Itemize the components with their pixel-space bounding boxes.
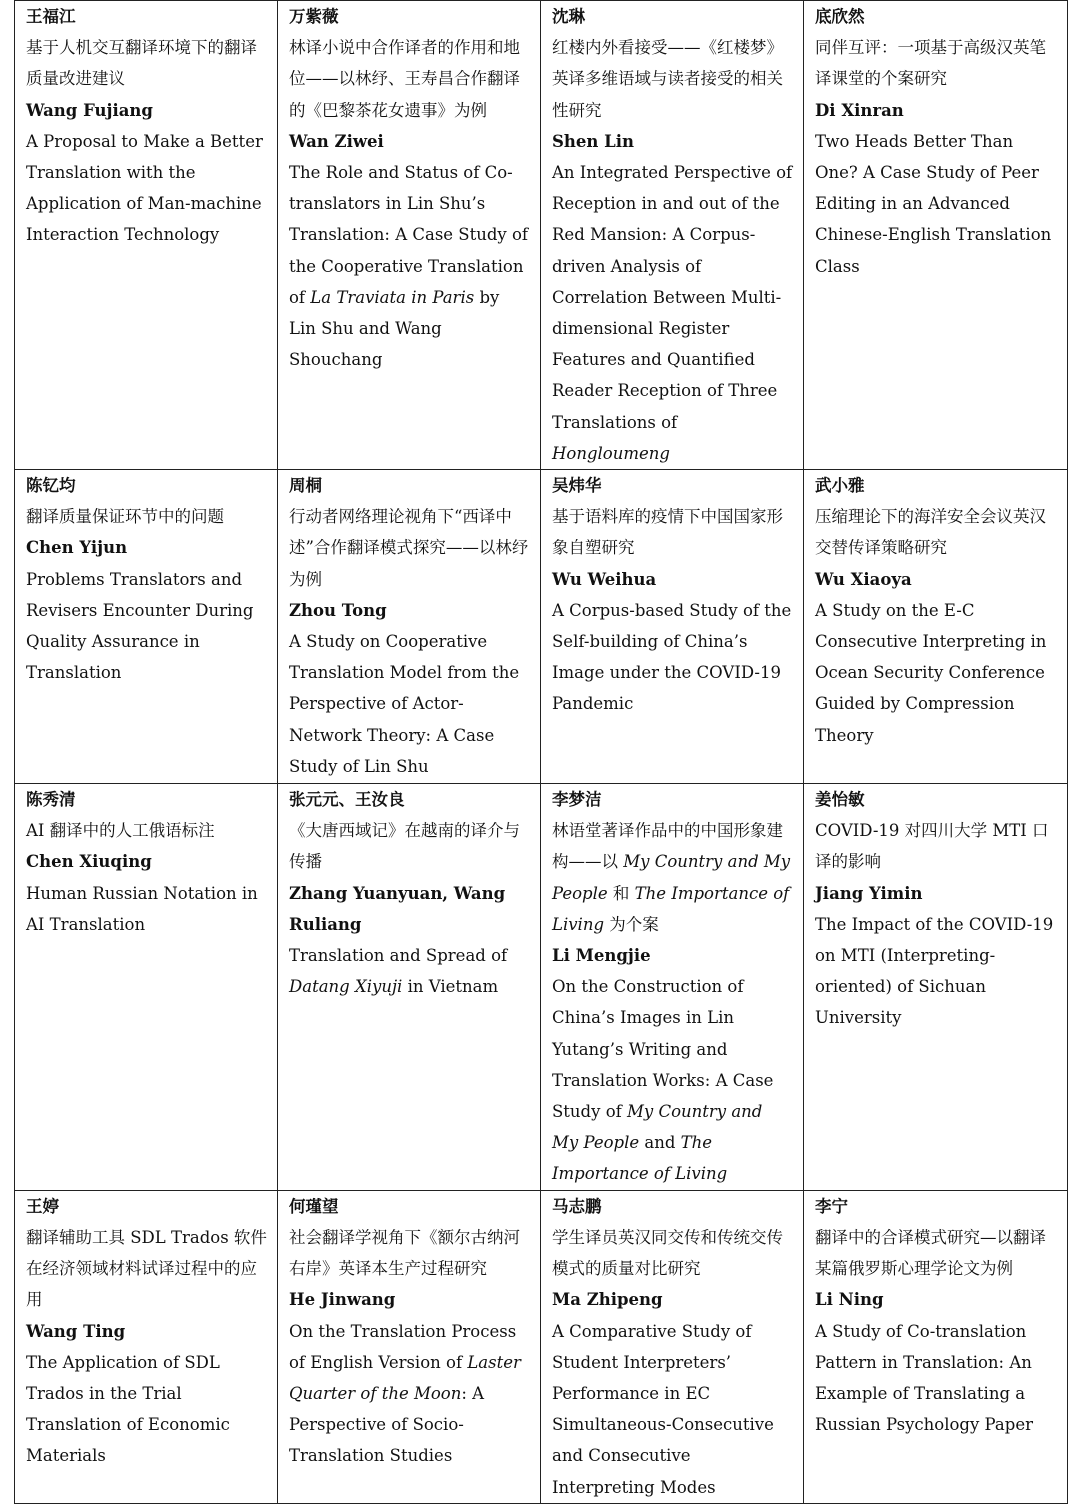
author-name-cn: 周桐 xyxy=(289,476,322,496)
thesis-title-cn: 同伴互评：一项基于高级汉英笔译课堂的个案研究 xyxy=(815,38,1046,89)
title-segment: A Corpus-based Study of the Self-building of China’s Image under the COVID-19 Pandemic xyxy=(552,600,792,714)
thesis-cell xyxy=(541,470,804,784)
author-name-en: Wan Ziwei xyxy=(289,131,384,151)
thesis-title-cn: 社会翻译学视角下《额尔古纳河右岸》英译本生产过程研究 xyxy=(289,1227,520,1279)
thesis-cell xyxy=(541,784,804,1191)
thesis-title-en xyxy=(26,564,267,689)
thesis-title-en xyxy=(815,1316,1057,1441)
author-name-en: Di Xinran xyxy=(815,100,904,120)
author-name-cn: 何瑾望 xyxy=(289,1196,339,1216)
work-title-italic: The Importance of Living xyxy=(552,1133,728,1184)
thesis-title-cn: 翻译质量保证环节中的问题 xyxy=(26,507,224,527)
author-name-en: Li Ning xyxy=(815,1290,884,1310)
thesis-cell xyxy=(804,470,1068,784)
title-segment: The Application of SDL Trados in the Trial Translation of Economic Materials xyxy=(26,1352,230,1466)
thesis-cell xyxy=(278,470,541,784)
title-segment: On the Construction of China’s Images in Lin Yutang’s Writing and Translation Works: A Case Study of xyxy=(552,977,774,1122)
title-segment: 林语堂著译作品中的中国形象建构——以 xyxy=(552,821,783,872)
thesis-cell xyxy=(15,1190,278,1503)
author-name-en: Zhang Yuanyuan, Wang Ruliang xyxy=(289,883,506,934)
thesis-title-cn: 红楼内外看接受——《红楼梦》英译多维语域与读者接受的相关性研究 xyxy=(552,38,783,120)
thesis-cell xyxy=(804,1190,1068,1503)
thesis-cell xyxy=(15,784,278,1191)
author-name-cn: 李宁 xyxy=(815,1196,848,1216)
thesis-title-en xyxy=(552,1316,793,1503)
author-name-cn: 陈秀清 xyxy=(26,790,76,810)
title-segment: 为个案 xyxy=(604,914,659,934)
thesis-title-cn: 压缩理论下的海洋安全会议英汉交替传译策略研究 xyxy=(815,507,1046,558)
thesis-title-en xyxy=(815,595,1057,751)
thesis-title-en xyxy=(289,1316,530,1472)
author-name-en: Shen Lin xyxy=(552,131,635,151)
thesis-title-cn xyxy=(552,815,793,940)
title-segment: Human Russian Notation in AI Translation xyxy=(26,883,258,934)
thesis-title-cn: COVID-19 对四川大学 MTI 口译的影响 xyxy=(815,821,1049,872)
author-name-cn: 沈琳 xyxy=(552,7,585,26)
work-title-italic: My Country and My People xyxy=(552,852,791,903)
author-name-en: Wu Weihua xyxy=(552,569,657,589)
thesis-title-en xyxy=(289,157,530,375)
work-title-italic: My Country and My People xyxy=(552,1102,763,1153)
thesis-title-cn: 学生译员英汉同交传和传统交传模式的质量对比研究 xyxy=(552,1227,783,1279)
thesis-title-en xyxy=(289,940,530,1002)
thesis-title-en xyxy=(815,126,1057,282)
author-name-cn: 武小雅 xyxy=(815,476,865,496)
thesis-title-cn: AI 翻译中的人工俄语标注 xyxy=(26,821,215,841)
work-title-italic: Datang Xiyuji xyxy=(289,977,403,997)
author-name-en: Wu Xiaoya xyxy=(815,569,912,589)
title-segment: An Integrated Perspective of Reception in and out of the Red Mansion: A Corpus-driven Analysis of Correlation Between Multi-dimensional Register Features and Quantified Reader Reception of Three Translations of xyxy=(552,163,793,432)
title-segment: The Impact of the COVID-19 on MTI (Interpreting-oriented) of Sichuan University xyxy=(815,914,1054,1028)
title-segment: A Study on Cooperative Translation Model from the Perspective of Actor-Network Theory: A Case Study of Lin Shu xyxy=(289,632,520,776)
author-name-cn: 马志鹏 xyxy=(552,1196,602,1216)
thesis-table xyxy=(14,0,1068,1504)
thesis-title-en xyxy=(26,126,267,251)
author-name-en: Li Mengjie xyxy=(552,946,651,966)
author-name-en: Wang Ting xyxy=(26,1321,126,1341)
thesis-title-cn: 基于人机交互翻译环境下的翻译质量改进建议 xyxy=(26,38,257,89)
work-title-italic: Laster Quarter of the Moon xyxy=(289,1352,521,1403)
author-name-en: Wang Fujiang xyxy=(26,100,153,120)
thesis-title-cn: 翻译辅助工具 SDL Trados 软件在经济领域材料试译过程中的应用 xyxy=(26,1227,267,1310)
thesis-title-en xyxy=(552,157,793,469)
thesis-cell xyxy=(541,1190,804,1503)
author-name-en: Ma Zhipeng xyxy=(552,1290,663,1310)
thesis-cell xyxy=(804,1,1068,470)
title-segment: A Study on the E-C Consecutive Interpreting in Ocean Security Conference Guided by Compression Theory xyxy=(815,600,1047,745)
thesis-title-cn: 基于语料库的疫情下中国国家形象自塑研究 xyxy=(552,507,783,558)
thesis-title-en xyxy=(26,1347,267,1472)
table-row xyxy=(15,1190,1068,1503)
title-segment: Problems Translators and Revisers Encounter During Quality Assurance in Translation xyxy=(26,569,254,683)
thesis-title-cn: 《大唐西域记》在越南的译介与传播 xyxy=(289,821,520,872)
author-name-cn: 吴炜华 xyxy=(552,476,602,496)
thesis-cell xyxy=(541,1,804,470)
thesis-cell xyxy=(278,1190,541,1503)
author-name-cn: 张元元、王汝良 xyxy=(289,790,405,810)
table-row xyxy=(15,470,1068,784)
table-row xyxy=(15,784,1068,1191)
thesis-title-en xyxy=(289,626,530,782)
author-name-en: Chen Yijun xyxy=(26,538,128,558)
author-name-cn: 李梦洁 xyxy=(552,790,602,810)
work-title-italic: The Importance of Living xyxy=(552,883,790,934)
author-name-en: He Jinwang xyxy=(289,1290,396,1310)
title-segment: in Vietnam xyxy=(402,977,499,997)
thesis-title-en xyxy=(26,878,267,940)
thesis-title-cn: 林译小说中合作译者的作用和地位——以林纾、王寿昌合作翻译的《巴黎茶花女遗事》为例 xyxy=(289,38,520,120)
thesis-title-en xyxy=(552,595,793,720)
author-name-en: Jiang Yimin xyxy=(815,883,923,903)
author-name-cn: 王婷 xyxy=(26,1196,59,1216)
author-name-en: Zhou Tong xyxy=(289,600,387,620)
thesis-cell xyxy=(15,470,278,784)
title-segment: Two Heads Better Than One? A Case Study of Peer Editing in an Advanced Chinese-English Translation Class xyxy=(815,131,1052,276)
author-name-cn: 底欣然 xyxy=(815,7,865,26)
title-segment: : A Perspective of Socio-Translation Studies xyxy=(289,1383,485,1466)
author-name-cn: 王福江 xyxy=(26,7,76,26)
title-segment: 和 xyxy=(607,883,635,903)
author-name-cn: 万紫薇 xyxy=(289,7,339,26)
title-segment: The Role and Status of Co-translators in Lin Shu’s Translation: A Case Study of the Cooperative Translation of xyxy=(289,163,529,307)
title-segment: A Proposal to Make a Better Translation with the Application of Man-machine Interaction Technology xyxy=(26,131,263,245)
thesis-cell xyxy=(278,784,541,1191)
thesis-cell xyxy=(278,1,541,470)
work-title-italic: Hongloumeng xyxy=(552,443,670,463)
thesis-title-en xyxy=(815,909,1057,1034)
author-name-en: Chen Xiuqing xyxy=(26,852,152,872)
title-segment: On the Translation Process of English Version of xyxy=(289,1321,517,1372)
title-segment: by Lin Shu and Wang Shouchang xyxy=(289,287,500,370)
title-segment: A Comparative Study of Student Interpreters’ Performance in EC Simultaneous-Consecutive and Consecutive Interpreting Modes xyxy=(552,1321,774,1497)
thesis-cell xyxy=(15,1,278,470)
title-segment: A Study of Co-translation Pattern in Translation: An Example of Translating a Russian Psychology Paper xyxy=(815,1321,1033,1435)
title-segment: Translation and Spread of xyxy=(289,946,508,966)
thesis-title-cn: 行动者网络理论视角下“西译中述”合作翻译模式探究——以林纾为例 xyxy=(289,507,529,589)
table-row xyxy=(15,1,1068,470)
thesis-cell xyxy=(804,784,1068,1191)
author-name-cn: 陈钇均 xyxy=(26,476,76,496)
thesis-title-en xyxy=(552,971,793,1189)
thesis-title-cn: 翻译中的合译模式研究—以翻译某篇俄罗斯心理学论文为例 xyxy=(815,1227,1046,1279)
title-segment: and xyxy=(639,1133,681,1153)
author-name-cn: 姜怡敏 xyxy=(815,790,865,810)
work-title-italic: La Traviata in Paris xyxy=(310,287,475,307)
